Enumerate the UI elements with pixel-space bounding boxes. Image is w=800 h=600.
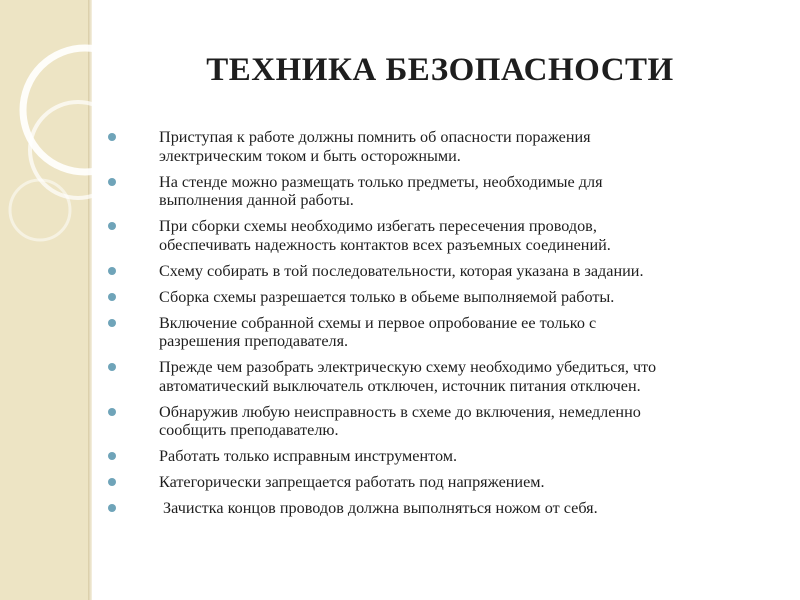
bullet-dot-icon: [108, 319, 116, 327]
bullet-item: [104, 358, 794, 395]
bullet-dot-icon: [108, 293, 116, 301]
bullet-dot-icon: [108, 363, 116, 371]
bullet-item: [104, 473, 794, 492]
bullet-text: Схему собирать в той последовательности, которая указана в задании.: [159, 261, 644, 280]
bullet-text: Сборка схемы разрешается только в обьеме выполняемой работы.: [159, 287, 615, 306]
bullet-list: [104, 128, 794, 525]
bullet-item: [104, 499, 794, 518]
bullet-dot-icon: [108, 267, 116, 275]
bullet-text: Работать только исправным инструментом.: [159, 447, 458, 465]
bullet-item: [104, 403, 794, 440]
bullet-text: На стенде можно размещать только предметы, необходимые для выполнения данной работы.: [159, 172, 603, 209]
bullet-text: Категорически запрещается работать под напряжением.: [159, 473, 545, 491]
bullet-dot-icon: [108, 178, 116, 186]
bullet-dot-icon: [108, 222, 116, 230]
bullet-item: [104, 447, 794, 466]
bullet-item: [104, 262, 794, 281]
bullet-text: Зачистка концов проводов должна выполняться ножом от себя.: [159, 499, 598, 517]
bullet-item: [104, 288, 794, 307]
bullet-text: Приступая к работе должны помнить об опасности поражения электрическим током и быть осторожными.: [159, 128, 591, 165]
bullet-dot-icon: [108, 408, 116, 416]
bullet-text: Прежде чем разобрать электрическую схему необходимо убедиться, что автоматический выключатель отключен, источник питания отключен.: [159, 358, 657, 395]
bullet-text: При сборки схемы необходимо избегать пересечения проводов, обеспечивать надежность контактов всех разъемных соединений.: [159, 217, 611, 254]
bullet-text: Включение собранной схемы и первое опробование ее только с разрешения преподавателя.: [159, 313, 597, 350]
bullet-dot-icon: [108, 504, 116, 512]
bullet-item: [104, 128, 794, 165]
bullet-item: [104, 217, 794, 254]
bullet-text: Обнаружив любую неисправность в схеме до включения, немедленно сообщить преподавателю.: [159, 402, 641, 439]
bullet-dot-icon: [108, 133, 116, 141]
bullet-item: [104, 173, 794, 210]
bullet-dot-icon: [108, 452, 116, 460]
slide-title: ТЕХНИКА БЕЗОПАСНОСТИ: [206, 52, 674, 88]
bullet-item: [104, 314, 794, 351]
bullet-dot-icon: [108, 478, 116, 486]
